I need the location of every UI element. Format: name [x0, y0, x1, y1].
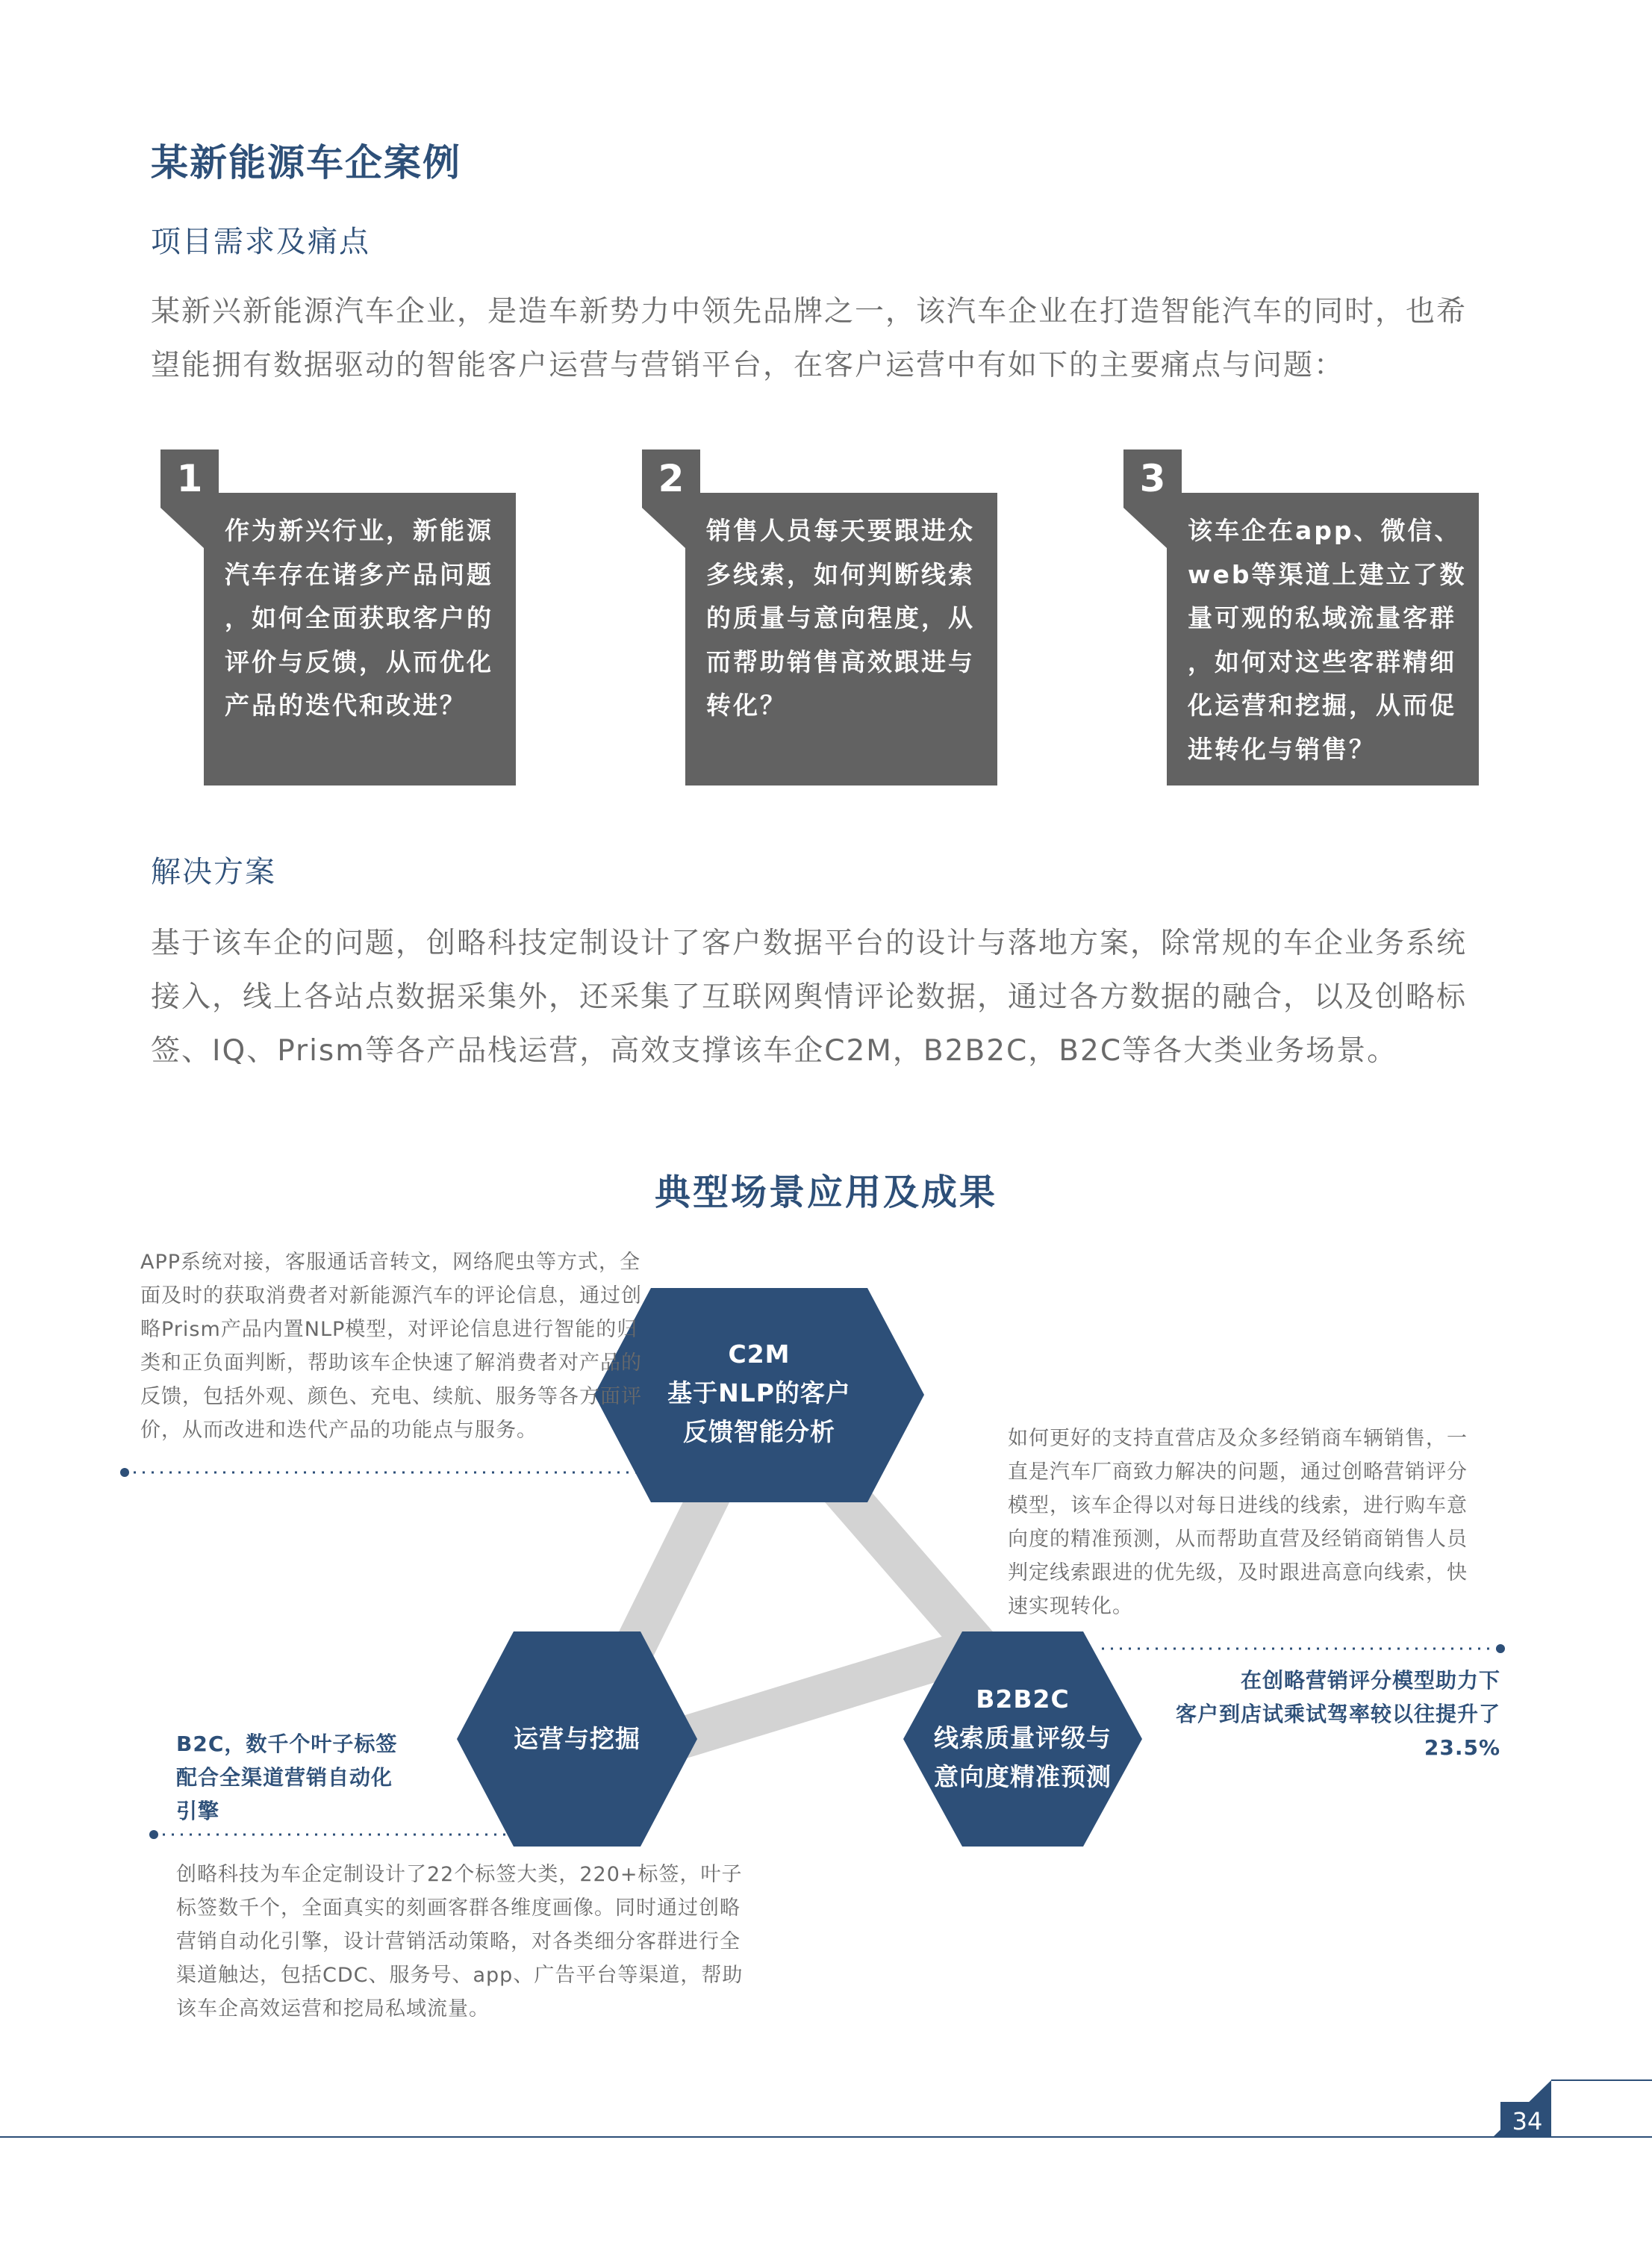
- card-line: 而帮助销售高效跟进与: [706, 647, 975, 676]
- hexagon-c2m-label: [651, 1335, 867, 1452]
- highlight-line: 配合全渠道营销自动化: [176, 1765, 393, 1790]
- b2c-highlight: [176, 1727, 397, 1828]
- card-line: 该车企在app、微信、: [1188, 516, 1462, 545]
- text-line: 创略科技为车企定制设计了22个标签大类，220+标签，叶子: [176, 1863, 743, 1886]
- text-line: 类和正负面判断，帮助该车企快速了解消费者对产品的: [140, 1351, 642, 1375]
- text-line: 标签数千个，全面真实的刻画客群各维度画像。同时通过创略: [176, 1897, 741, 1920]
- hex-line: 反馈智能分析: [683, 1417, 835, 1446]
- hex-line: 意向度精准预测: [934, 1762, 1112, 1791]
- card-line: 多线索，如何判断线索: [706, 559, 975, 589]
- paragraph-line: 接入，线上各站点数据采集外，还采集了互联网舆情评论数据，通过各方数据的融合，以及创略标: [151, 980, 1468, 1014]
- card-line: 化运营和挖掘，从而促: [1188, 691, 1456, 720]
- leader-dot: [1496, 1644, 1505, 1653]
- hex-line: B2B2C: [976, 1684, 1070, 1714]
- text-line: 面及时的获取消费者对新能源汽车的评论信息，通过创: [140, 1284, 642, 1307]
- card-line: ，如何全面获取客户的: [225, 603, 493, 632]
- card-number: 2: [642, 449, 700, 508]
- highlight-line: B2C，数千个叶子标签: [176, 1732, 398, 1756]
- paragraph-line: 基于该车企的问题，创略科技定制设计了客户数据平台的设计与落地方案，除常规的车企业务系统: [151, 927, 1468, 960]
- text-line: 该车企高效运营和挖局私域流量。: [176, 1997, 490, 2020]
- highlight-line: 客户到店试乘试驾率较以往提升了: [1175, 1702, 1500, 1726]
- text-line: APP系统对接，客服通话音转文，网络爬虫等方式，全: [140, 1251, 641, 1274]
- card-line: ，如何对这些客群精细: [1188, 647, 1456, 676]
- card-line: 评价与反馈，从而优化: [225, 647, 493, 676]
- leader-dot: [120, 1468, 129, 1477]
- card-line: 的质量与意向程度，从: [706, 603, 975, 632]
- card-line: web等渠道上建立了数: [1188, 559, 1467, 589]
- card-line: 作为新兴行业，新能源: [225, 516, 493, 545]
- scenes-title: 典型场景应用及成果: [654, 1172, 997, 1213]
- page-title: 某新能源车企案例: [151, 141, 461, 184]
- highlight-line: 在创略营销评分模型助力下: [1240, 1668, 1500, 1693]
- text-line: 价，从而改进和迭代产品的功能点与服务。: [140, 1419, 537, 1442]
- card-line: 转化？: [706, 691, 787, 720]
- text-line: 模型，该车企得以对每日进线的线索，进行购车意: [1008, 1494, 1468, 1517]
- hexagon-operations-label: [478, 1720, 676, 1758]
- card-line: 量可观的私域流量客群: [1188, 603, 1456, 632]
- card-line: 汽车存在诸多产品问题: [225, 559, 493, 589]
- text-line: 向度的精准预测，从而帮助直营及经销商销售人员: [1008, 1528, 1468, 1551]
- text-line: 略Prism产品内置NLP模型，对评论信息进行智能的归: [140, 1318, 638, 1341]
- page-number: 34: [1512, 2107, 1543, 2135]
- card-number: 1: [160, 449, 219, 508]
- card-line: 进转化与销售？: [1188, 734, 1376, 764]
- text-line: 如何更好的支持直营店及众多经销商车辆销售，一: [1008, 1427, 1468, 1450]
- text-line: 反馈，包括外观、颜色、充电、续航、服务等各方面评: [140, 1385, 642, 1408]
- text-line: 速实现转化。: [1008, 1595, 1133, 1618]
- leader-dot: [149, 1830, 158, 1839]
- card-number: 3: [1123, 449, 1182, 508]
- paragraph-line: 某新兴新能源汽车企业，是造车新势力中领先品牌之一，该汽车企业在打造智能汽车的同时，也希: [151, 295, 1468, 329]
- section-heading-requirements: 项目需求及痛点: [151, 225, 370, 259]
- card-line: 销售人员每天要跟进众: [706, 516, 975, 545]
- paragraph-line: 望能拥有数据驱动的智能客户运营与营销平台，在客户运营中有如下的主要痛点与问题：: [151, 349, 1345, 382]
- b2c-description: [176, 1858, 743, 2026]
- hex-line: 基于NLP的客户: [667, 1378, 851, 1407]
- c2m-description: [140, 1245, 642, 1447]
- card-line: 产品的迭代和改进？: [225, 691, 467, 720]
- section-heading-solution: 解决方案: [151, 855, 276, 889]
- highlight-line: 引擎: [176, 1799, 220, 1823]
- highlight-line: 23.5%: [1424, 1735, 1500, 1760]
- hex-line: C2M: [728, 1340, 791, 1369]
- text-line: 直是汽车厂商致力解决的问题，通过创略营销评分: [1008, 1460, 1468, 1484]
- b2b2c-description: [1008, 1422, 1468, 1623]
- hex-line: 线索质量评级与: [934, 1723, 1112, 1752]
- text-line: 渠道触达，包括CDC、服务号、app、广告平台等渠道，帮助: [176, 1964, 744, 1987]
- b2b2c-result-highlight: [1105, 1664, 1500, 1764]
- text-line: 判定线索跟进的优先级，及时跟进高意向线索，快: [1008, 1561, 1468, 1584]
- hexagon-b2b2c-label: [918, 1680, 1127, 1796]
- paragraph-line: 签、IQ、Prism等各产品栈运营，高效支撑该车企C2M，B2B2C，B2C等各大类业务场景。: [151, 1034, 1398, 1068]
- hex-line: 运营与挖掘: [514, 1724, 640, 1753]
- text-line: 营销自动化引擎，设计营销活动策略，对各类细分客群进行全: [176, 1930, 741, 1953]
